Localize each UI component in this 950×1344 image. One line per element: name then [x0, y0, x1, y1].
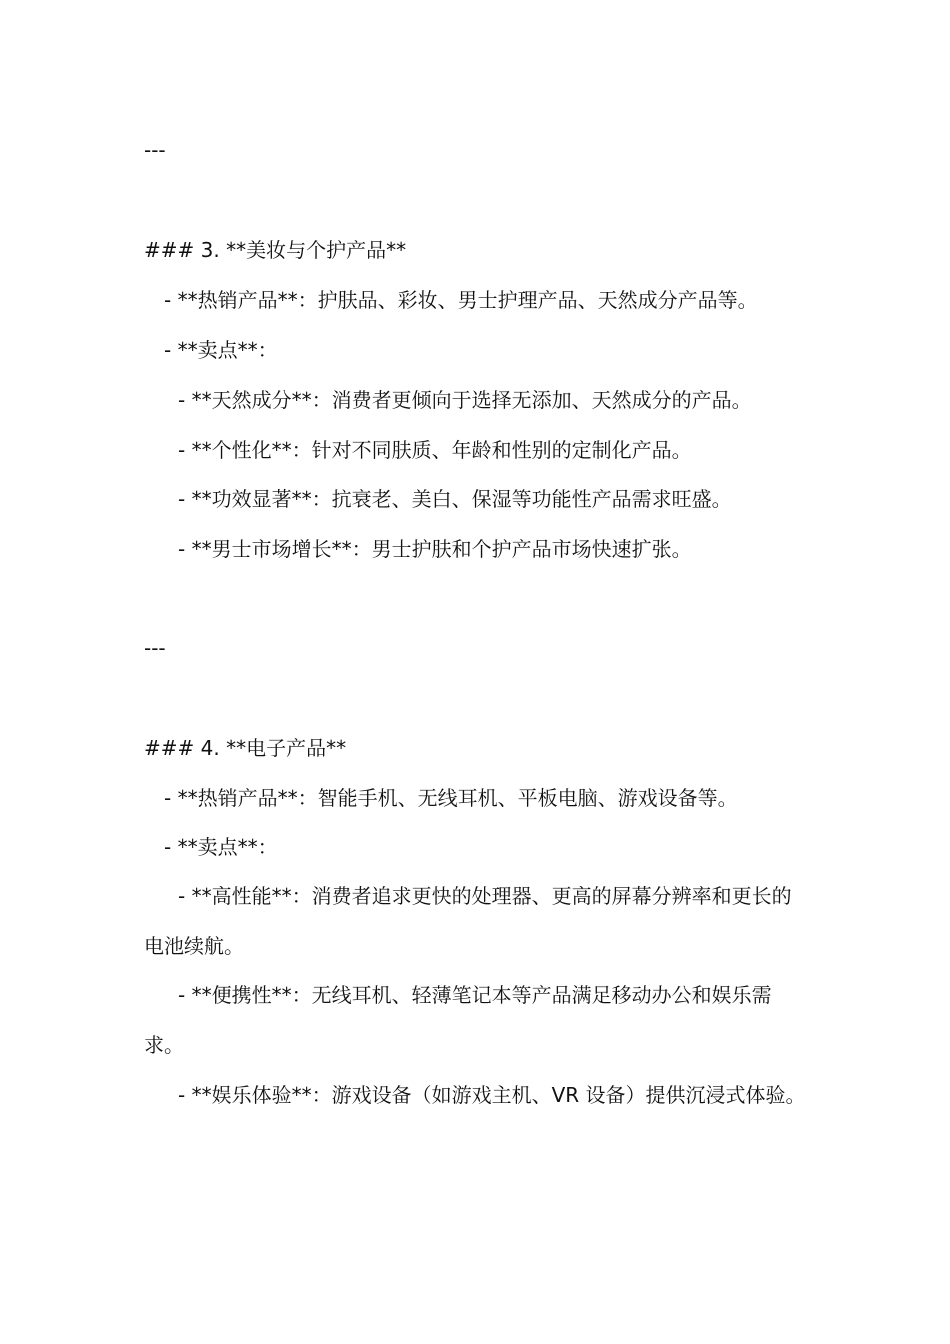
- section4-point-1: - **高性能**：消费者追求更快的处理器、更高的屏幕分辨率和更长的电池续航。: [144, 884, 792, 958]
- section3-point-4: - **男士市场增长**：男士护肤和个护产品市场快速扩张。: [178, 537, 692, 561]
- section4-point-3: - **娱乐体验**：游戏设备（如游戏主机、VR 设备）提供沉浸式体验。: [178, 1083, 806, 1107]
- section4-heading: ### 4. **电子产品**: [144, 736, 347, 760]
- section3-hot-products: - **热销产品**：护肤品、彩妆、男士护理产品、天然成分产品等。: [164, 288, 758, 312]
- section3-point-3: - **功效显著**：抗衰老、美白、保湿等功能性产品需求旺盛。: [178, 487, 732, 511]
- section4-points-label: - **卖点**：: [164, 835, 278, 859]
- separator-mid: ---: [144, 636, 166, 660]
- section3-point-2: - **个性化**：针对不同肤质、年龄和性别的定制化产品。: [178, 438, 692, 462]
- section3-point-1: - **天然成分**：消费者更倾向于选择无添加、天然成分的产品。: [178, 388, 752, 412]
- section4-point-2: - **便携性**：无线耳机、轻薄笔记本等产品满足移动办公和娱乐需求。: [144, 983, 772, 1057]
- section3-points-label: - **卖点**：: [164, 338, 278, 362]
- separator-top: ---: [144, 138, 166, 162]
- section3-heading: ### 3. **美妆与个护产品**: [144, 238, 407, 262]
- section4-hot-products: - **热销产品**：智能手机、无线耳机、平板电脑、游戏设备等。: [164, 786, 738, 810]
